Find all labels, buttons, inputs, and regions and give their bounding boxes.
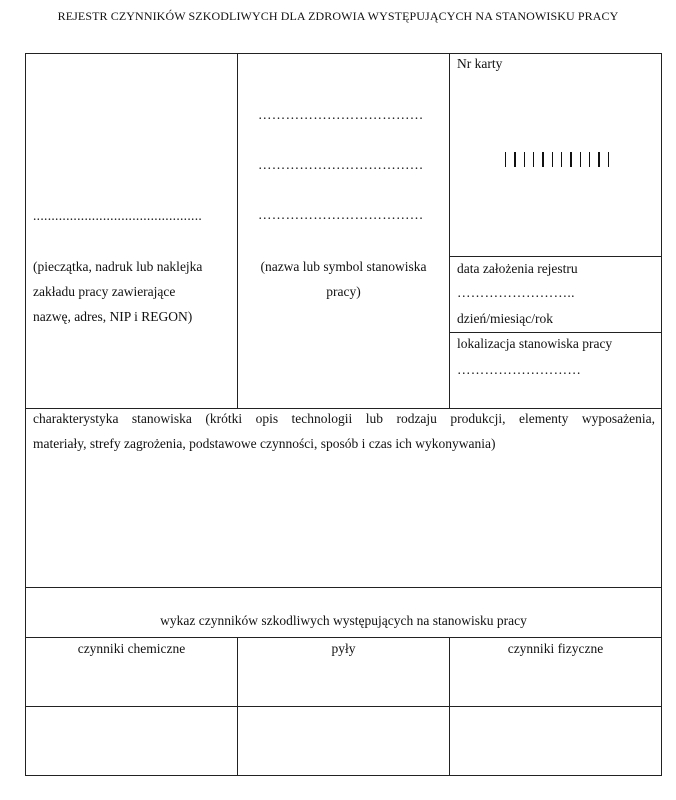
position-caption-line-2: pracy): [326, 284, 361, 299]
dusts-entry[interactable]: [238, 707, 449, 775]
stamp-caption-line-3: nazwę, adres, NIP i REGON): [33, 309, 193, 324]
card-digit-divider: [505, 152, 506, 167]
harmful-factors-list-title: wykaz czynników szkodliwych występujących na stanowisku pracy: [160, 613, 527, 628]
card-number-label: Nr karty: [457, 56, 503, 71]
physical-factors-entry[interactable]: [450, 707, 661, 775]
stamp-caption-line-1: (pieczątka, nadruk lub naklejka: [33, 259, 203, 274]
characteristics-line-1: charakterystyka stanowiska (krótki opis technologii lub rodzaju produkcji, elementy wyposażenia,: [33, 411, 655, 426]
register-date-dots[interactable]: ……………………..: [457, 285, 575, 300]
location-label: lokalizacja stanowiska pracy: [457, 336, 613, 351]
register-date-format: dzień/miesiąc/rok: [457, 311, 553, 326]
card-digit-divider: [580, 152, 581, 167]
position-dots-line-1[interactable]: ………………………………: [258, 107, 424, 122]
card-number-digit-boxes[interactable]: [505, 152, 609, 172]
column-header-dusts: pyły: [331, 641, 356, 656]
column-header-chemical: czynniki chemiczne: [77, 641, 186, 656]
card-digit-divider: [524, 152, 525, 167]
position-dots-line-3[interactable]: ………………………………: [258, 207, 424, 222]
card-digit-divider: [514, 152, 515, 167]
card-digit-divider: [552, 152, 553, 167]
card-digit-divider: [570, 152, 571, 167]
position-caption-line-1: (nazwa lub symbol stanowiska: [260, 259, 427, 274]
card-digit-divider: [589, 152, 590, 167]
card-digit-divider: [542, 152, 543, 167]
chemical-factors-entry[interactable]: [26, 707, 237, 775]
characteristics-line-2: materiały, strefy zagrożenia, podstawowe czynności, sposób i czas ich wykonywania): [33, 436, 496, 451]
stamp-caption-line-2: zakładu pracy zawierające: [33, 284, 176, 299]
card-digit-divider: [533, 152, 534, 167]
register-date-label: data założenia rejestru: [457, 261, 578, 276]
page-title: REJESTR CZYNNIKÓW SZKODLIWYCH DLA ZDROWIA WYSTĘPUJĄCYCH NA STANOWISKU PRACY: [57, 9, 619, 23]
position-dots-line-2[interactable]: ………………………………: [258, 157, 424, 172]
stamp-dots-line[interactable]: ..............................................: [33, 208, 203, 223]
card-digit-divider: [598, 152, 599, 167]
column-header-physical: czynniki fizyczne: [507, 641, 604, 656]
card-digit-divider: [608, 152, 609, 167]
location-dots[interactable]: ………………………: [457, 362, 582, 377]
card-digit-divider: [561, 152, 562, 167]
